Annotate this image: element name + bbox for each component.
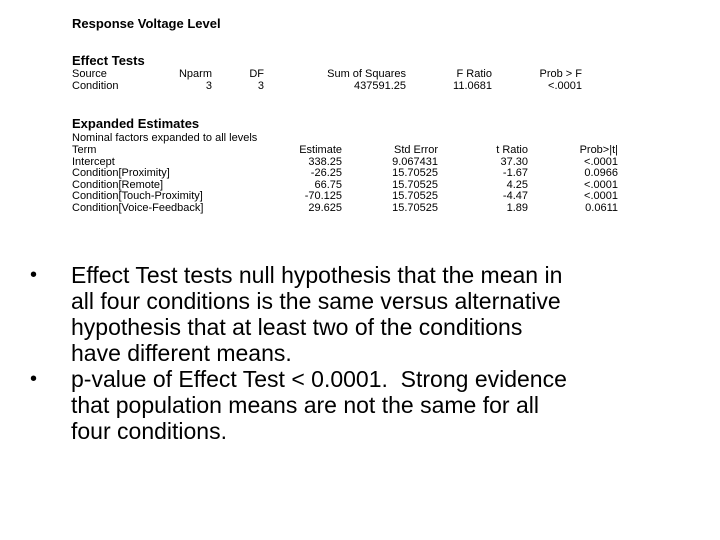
table-cell: Condition[Remote]: [72, 178, 164, 191]
bullet-line: that population means are not the same for all: [71, 392, 539, 418]
table-cell: 9.067431: [392, 155, 438, 168]
column-header: Prob>|t|: [579, 144, 618, 156]
expanded-estimates-table: [70, 145, 620, 214]
effect-tests-header-row: [70, 69, 584, 81]
table-cell: -70.125: [304, 190, 342, 202]
bullet-item: [30, 366, 690, 444]
table-cell: <.0001: [584, 155, 618, 168]
bullet-line: hypothesis that at least two of the conditions: [71, 314, 523, 340]
column-header: Std Error: [393, 144, 438, 156]
bullet-item: [30, 262, 690, 366]
table-cell: Condition[Voice-Feedback]: [72, 201, 204, 214]
effect-tests-title: Effect Tests: [72, 53, 145, 68]
column-header: Nparm: [178, 68, 212, 80]
table-row: [70, 191, 620, 203]
column-header: F Ratio: [456, 68, 492, 80]
table-cell: 15.70525: [392, 167, 438, 179]
table-cell: 15.70525: [392, 190, 438, 202]
table-cell: <.0001: [584, 190, 618, 202]
column-header: Source: [72, 68, 107, 80]
bullet-line: p-value of Effect Test < 0.0001. Strong evidence: [71, 366, 567, 392]
bullet-line: four conditions.: [71, 418, 227, 444]
table-cell: <.0001: [548, 79, 582, 92]
table-cell: 66.75: [314, 178, 342, 191]
table-cell: 3: [205, 79, 212, 92]
column-header: DF: [249, 68, 264, 80]
expanded-estimates-title: Expanded Estimates: [72, 116, 200, 131]
table-cell: -4.47: [502, 190, 528, 202]
table-cell: 3: [257, 79, 264, 92]
table-cell: 0.0611: [585, 201, 618, 214]
column-header: Term: [72, 144, 97, 156]
table-cell: Condition[Touch-Proximity]: [72, 190, 203, 202]
effect-tests-table: [70, 69, 584, 92]
table-cell: 15.70525: [392, 201, 438, 214]
table-cell: 437591.25: [354, 79, 406, 92]
table-row: [70, 81, 584, 93]
table-cell: -26.25: [310, 167, 342, 179]
table-cell: 4.25: [506, 178, 528, 191]
table-cell: 1.89: [506, 201, 528, 214]
expanded-estimates-header-row: [70, 145, 620, 157]
bullet-point-icon: •: [30, 368, 38, 390]
bullet-line: all four conditions is the same versus alternative: [71, 288, 561, 314]
table-cell: Condition[Proximity]: [72, 167, 170, 179]
column-header: Prob > F: [539, 68, 582, 80]
column-header: Sum of Squares: [327, 68, 406, 80]
column-header: Estimate: [299, 144, 342, 156]
table-cell: 29.625: [308, 201, 342, 214]
bullet-point-icon: •: [30, 264, 38, 286]
table-cell: <.0001: [584, 178, 618, 191]
bullet-list: [30, 262, 690, 444]
bullet-line: Effect Test tests null hypothesis that the mean in: [71, 262, 563, 288]
column-header: t Ratio: [496, 144, 528, 156]
table-cell: 338.25: [308, 155, 342, 168]
table-row: [70, 203, 620, 215]
expanded-estimates-note: Nominal factors expanded to all levels: [72, 132, 258, 144]
table-cell: 0.0966: [584, 167, 618, 179]
bullet-line: have different means.: [71, 340, 292, 366]
table-cell: 15.70525: [392, 178, 438, 191]
table-cell: Intercept: [72, 155, 115, 168]
table-cell: -1.67: [502, 167, 528, 179]
report-title: Response Voltage Level: [72, 16, 221, 31]
table-cell: 11.0681: [453, 79, 492, 92]
table-row: [70, 168, 620, 180]
table-cell: Condition: [72, 79, 119, 92]
table-cell: 37.30: [500, 155, 528, 168]
